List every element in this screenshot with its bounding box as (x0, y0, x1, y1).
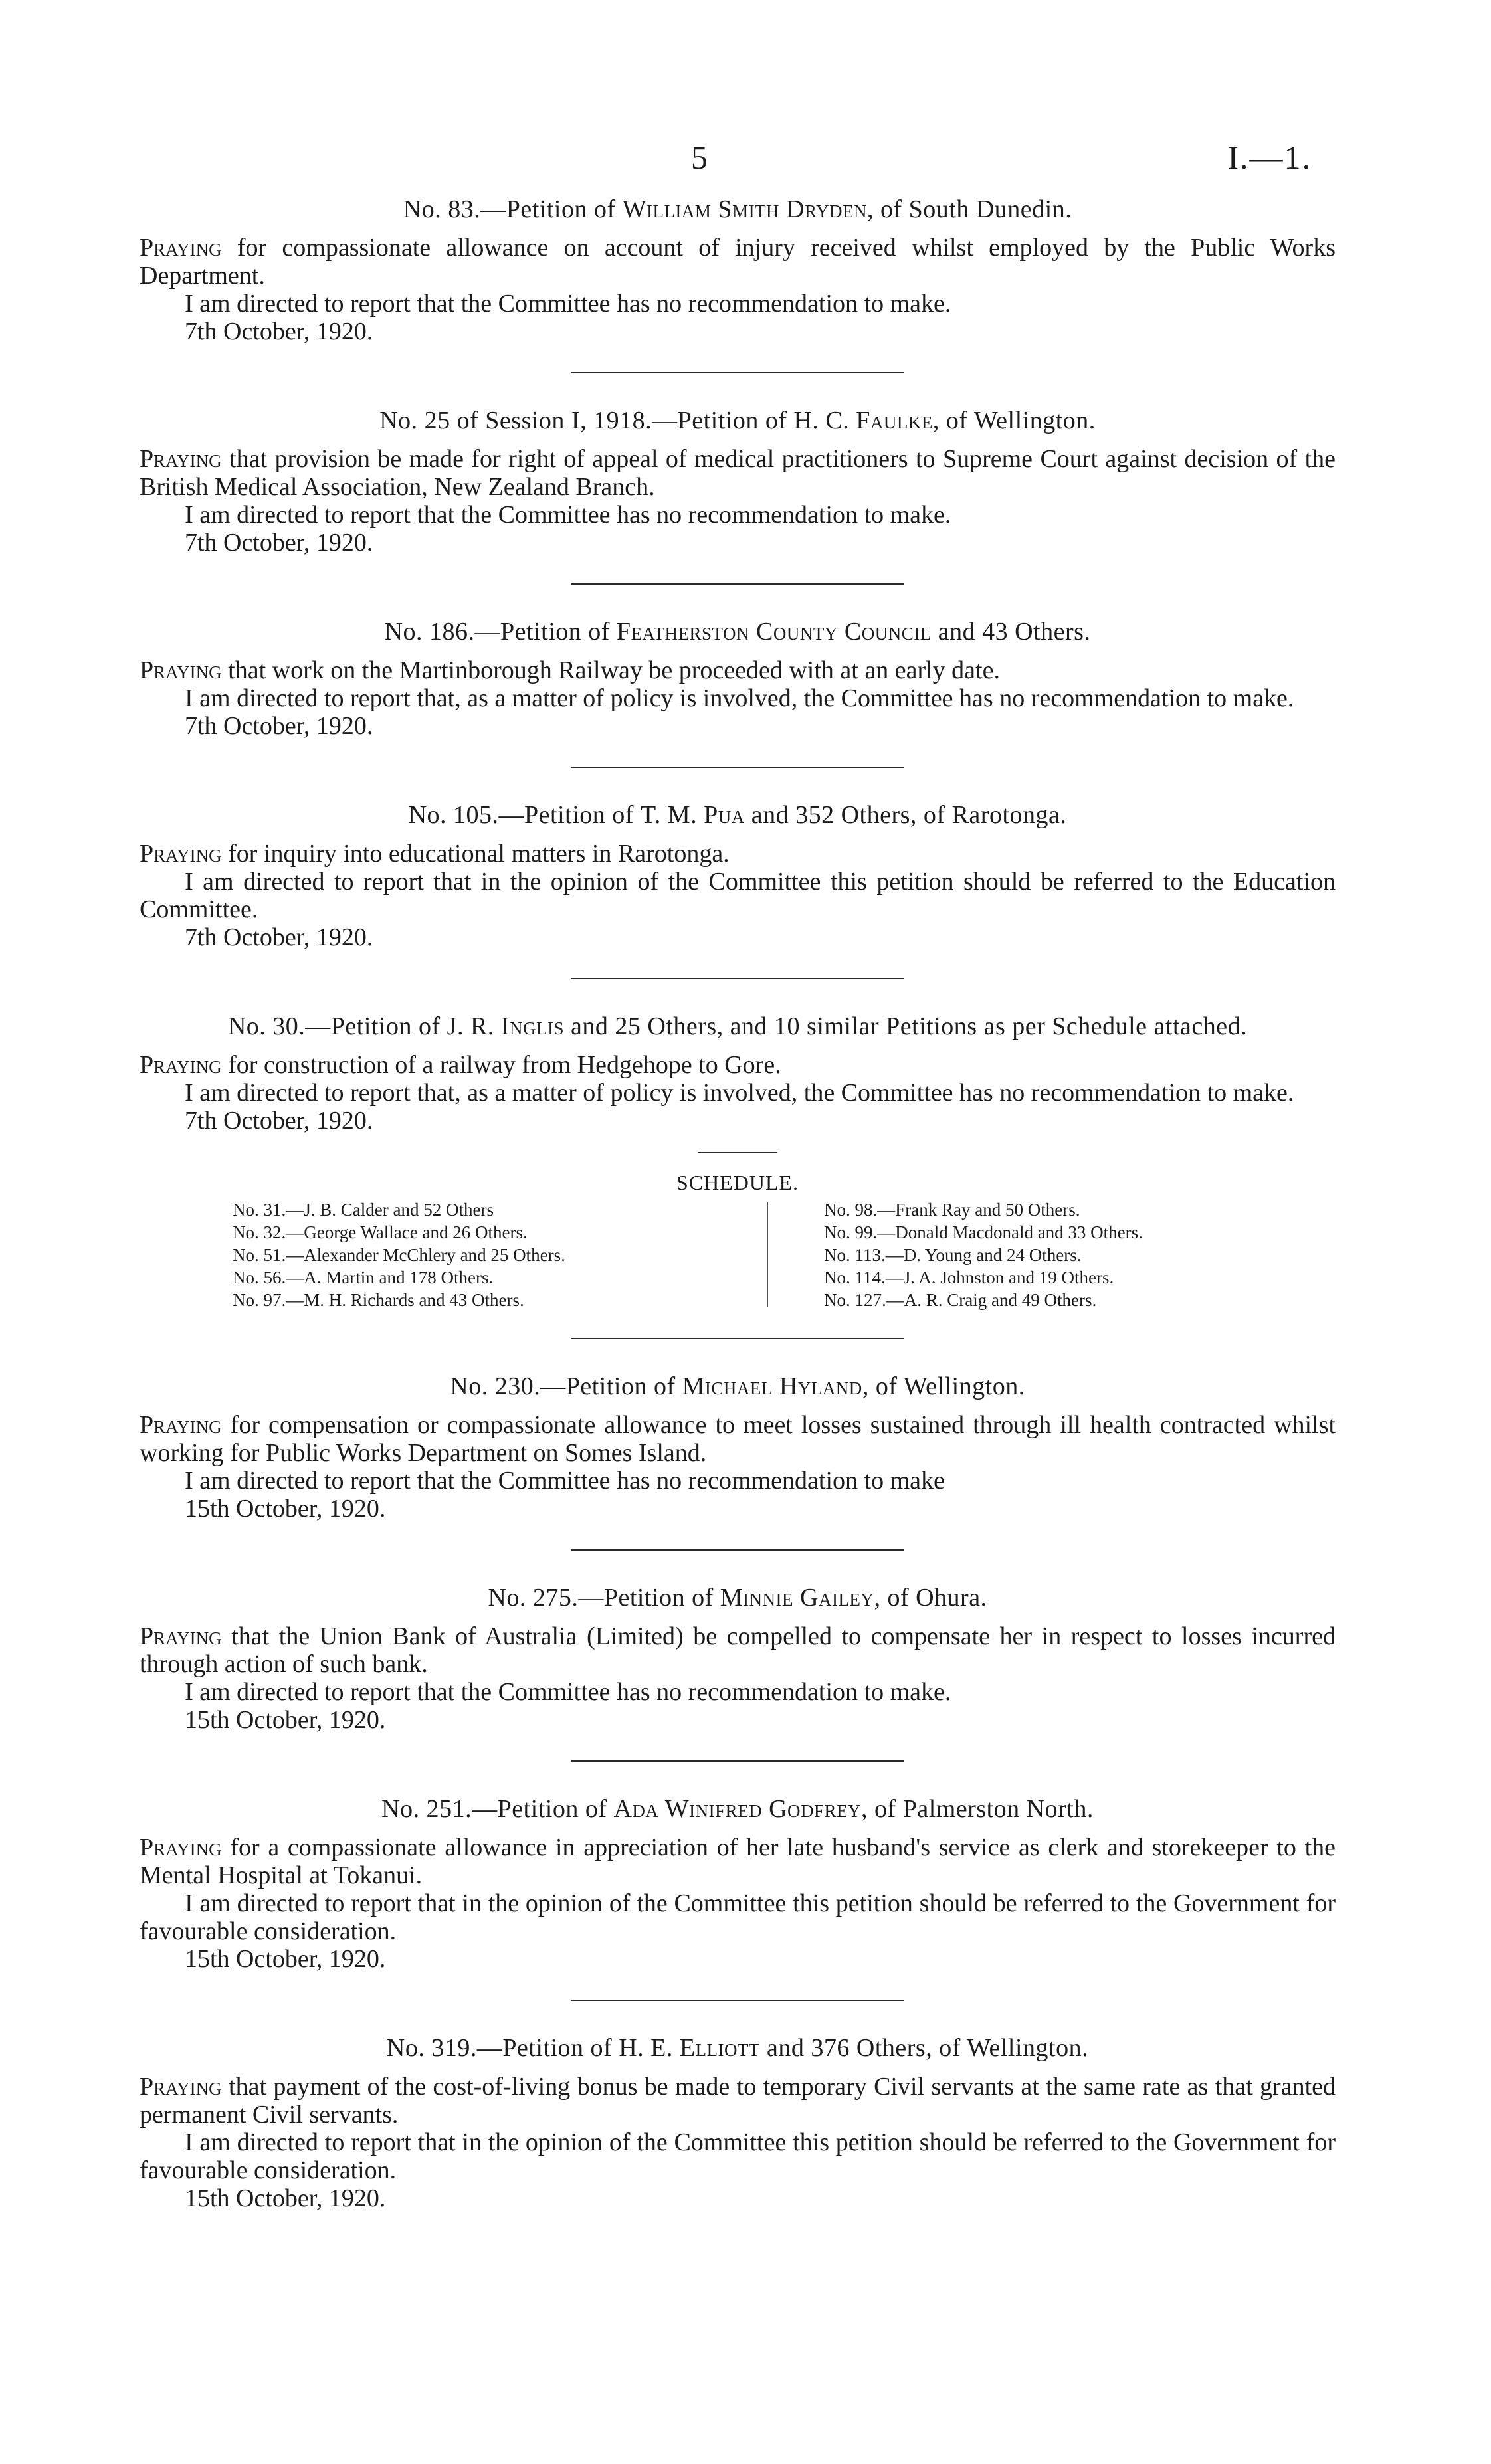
petition-number: No. 83.—Petition of (403, 195, 623, 223)
report-date: 7th October, 1920. (185, 1107, 373, 1135)
committee-report: I am directed to report that in the opinion of the Committee this petition should be referred to the Government for favourable consideration. (140, 2129, 1336, 2184)
petition-entry (140, 1792, 1336, 1973)
petition-entry (140, 2032, 1336, 2212)
petition-entry (140, 799, 1336, 951)
petition-number: No. 319.—Petition of H. E. (386, 2034, 680, 2062)
praying-label: Praying (140, 1411, 222, 1439)
praying-paragraph (140, 2073, 1336, 2129)
schedule-section (140, 1169, 1336, 1311)
praying-label: Praying (140, 656, 222, 684)
schedule-item: No. 98.—Frank Ray and 50 Others. (824, 1200, 1080, 1220)
schedule-right-column (791, 1198, 1336, 1311)
petition-heading (140, 2032, 1336, 2065)
petition-entry (140, 404, 1336, 557)
section-divider (571, 1760, 904, 1762)
petition-suffix: , of Wellington. (932, 407, 1096, 434)
praying-paragraph (140, 840, 1336, 868)
short-divider (698, 1152, 777, 1153)
praying-text: that the Union Bank of Australia (Limited) be compelled to compensate her in respect to losses incurred through action of such bank. (140, 1622, 1336, 1678)
schedule-grid (140, 1198, 1336, 1311)
committee-report: I am directed to report that the Committee has no recommendation to make (185, 1467, 945, 1495)
petitioner-name: Inglis (500, 1012, 564, 1040)
committee-report: I am directed to report that in the opinion of the Committee this petition should be referred to the Government for favourable consideration. (140, 1889, 1336, 1945)
schedule-item: No. 113.—D. Young and 24 Others. (824, 1245, 1082, 1265)
page-header (0, 138, 1491, 185)
petition-number: No. 25 of Session I, 1918.—Petition of (379, 407, 794, 434)
schedule-item: No. 114.—J. A. Johnston and 19 Others. (824, 1268, 1114, 1287)
petition-suffix: , of Ohura. (874, 1584, 987, 1612)
praying-label: Praying (140, 234, 222, 262)
praying-paragraph (140, 445, 1336, 501)
schedule-item: No. 32.—George Wallace and 26 Others. (233, 1222, 528, 1242)
praying-paragraph (140, 234, 1336, 290)
praying-paragraph (140, 1051, 1336, 1079)
petition-number: No. 251.—Petition of (381, 1795, 614, 1823)
petition-heading (140, 1010, 1336, 1043)
petitioner-name: Elliott (679, 2034, 761, 2062)
schedule-item: No. 97.—M. H. Richards and 43 Others. (233, 1290, 524, 1310)
praying-text: for construction of a railway from Hedgehope to Gore. (221, 1051, 781, 1079)
praying-label: Praying (140, 1834, 222, 1861)
praying-label: Praying (140, 1051, 222, 1079)
praying-label: Praying (140, 2073, 222, 2101)
petition-entry (140, 193, 1336, 345)
section-divider (571, 1549, 904, 1551)
report-date: 15th October, 1920. (185, 1945, 386, 1973)
report-date: 15th October, 1920. (185, 1495, 386, 1523)
committee-report: I am directed to report that, as a matter of policy is involved, the Committee has no recommendation to make. (185, 1079, 1294, 1107)
schedule-item: No. 31.—J. B. Calder and 52 Others (233, 1200, 494, 1220)
petition-suffix: , of Palmerston North. (861, 1795, 1094, 1823)
section-divider (571, 372, 904, 373)
petition-number: No. 186.—Petition of (384, 618, 617, 646)
praying-label: Praying (140, 1622, 222, 1650)
schedule-item: No. 51.—Alexander McChlery and 25 Others. (233, 1245, 565, 1265)
committee-report: I am directed to report that the Committee has no recommendation to make. (185, 1678, 951, 1706)
schedule-divider (767, 1202, 768, 1307)
page-number: 5 (691, 139, 708, 176)
praying-paragraph (140, 1834, 1336, 1889)
petition-entry (140, 1010, 1336, 1135)
petitioner-name: Featherston County Council (616, 618, 932, 646)
petitioner-name: William Smith Dryden (622, 195, 868, 223)
petition-heading (140, 799, 1336, 832)
petition-entry (140, 1370, 1336, 1523)
section-divider (571, 978, 904, 979)
praying-text: for a compassionate allowance in appreciation of her late husband's service as clerk and storekeeper to the Mental Hospital at Tokanui. (140, 1834, 1336, 1889)
petition-heading (140, 193, 1336, 226)
petition-heading (140, 1370, 1336, 1403)
praying-label: Praying (140, 840, 222, 868)
schedule-item: No. 99.—Donald Macdonald and 33 Others. (824, 1222, 1143, 1242)
petition-number: No. 230.—Petition of (450, 1373, 682, 1400)
report-date: 7th October, 1920. (185, 923, 373, 951)
petition-suffix: , of Wellington. (862, 1373, 1025, 1400)
schedule-item: No. 127.—A. R. Craig and 49 Others. (824, 1290, 1097, 1310)
petition-suffix: and 25 Others, and 10 similar Petitions as per Schedule attached. (563, 1012, 1248, 1040)
petitioner-name: H. C. Faulke (793, 407, 933, 434)
report-date: 7th October, 1920. (185, 529, 373, 557)
petitioner-name: Minnie Gailey (720, 1584, 874, 1612)
praying-text: that work on the Martinborough Railway be proceeded with at an early date. (221, 656, 1000, 684)
committee-report: I am directed to report that the Committee has no recommendation to make. (185, 501, 951, 529)
petitioner-name: T. M. Pua (640, 801, 745, 829)
praying-label: Praying (140, 445, 222, 473)
schedule-item: No. 56.—A. Martin and 178 Others. (233, 1268, 494, 1287)
petition-number: No. 275.—Petition of (488, 1584, 720, 1612)
committee-report: I am directed to report that the Committee has no recommendation to make. (185, 290, 951, 318)
schedule-title: SCHEDULE. (676, 1171, 799, 1194)
petition-entry (140, 1581, 1336, 1734)
praying-text: that provision be made for right of appeal of medical practitioners to Supreme Court against decision of the British Medical Association, New Zealand Branch. (140, 445, 1336, 501)
section-divider (571, 2000, 904, 2001)
petitioner-name: Ada Winifred Godfrey (613, 1795, 862, 1823)
report-date: 15th October, 1920. (185, 1706, 386, 1734)
petition-entry (140, 615, 1336, 740)
petition-suffix: and 352 Others, of Rarotonga. (744, 801, 1067, 829)
praying-paragraph (140, 656, 1336, 684)
petition-suffix: and 376 Others, of Wellington. (760, 2034, 1089, 2062)
committee-report: I am directed to report that in the opinion of the Committee this petition should be referred to the Education Committee. (140, 868, 1336, 923)
praying-paragraph (140, 1411, 1336, 1467)
committee-report: I am directed to report that, as a matter of policy is involved, the Committee has no recommendation to make. (185, 684, 1294, 712)
section-divider (571, 1338, 904, 1339)
petition-number: No. 105.—Petition of (408, 801, 641, 829)
petition-suffix: and 43 Others. (931, 618, 1091, 646)
petition-heading (140, 1581, 1336, 1614)
petition-suffix: , of South Dunedin. (867, 195, 1072, 223)
praying-text: for inquiry into educational matters in Rarotonga. (221, 840, 730, 868)
petition-heading (140, 615, 1336, 648)
praying-text: for compensation or compassionate allowance to meet losses sustained through ill health contracted whilst working for Public Works Department on Somes Island. (140, 1411, 1336, 1467)
petition-number: No. 30.—Petition of J. R. (227, 1012, 501, 1040)
praying-text: for compassionate allowance on account of injury received whilst employed by the Public Works Department. (140, 234, 1336, 290)
petition-heading (140, 1792, 1336, 1826)
schedule-left-column (140, 1198, 744, 1311)
petition-heading (140, 404, 1336, 437)
section-divider (571, 767, 904, 768)
petitioner-name: Michael Hyland (682, 1373, 862, 1400)
praying-paragraph (140, 1622, 1336, 1678)
praying-text: that payment of the cost-of-living bonus be made to temporary Civil servants at the same rate as that granted permanent Civil servants. (140, 2073, 1336, 2129)
report-date: 15th October, 1920. (185, 2184, 386, 2212)
document-series: I.—1. (1227, 139, 1312, 176)
report-date: 7th October, 1920. (185, 712, 373, 740)
report-date: 7th October, 1920. (185, 318, 373, 345)
petitions-list (140, 193, 1336, 2212)
section-divider (571, 583, 904, 585)
